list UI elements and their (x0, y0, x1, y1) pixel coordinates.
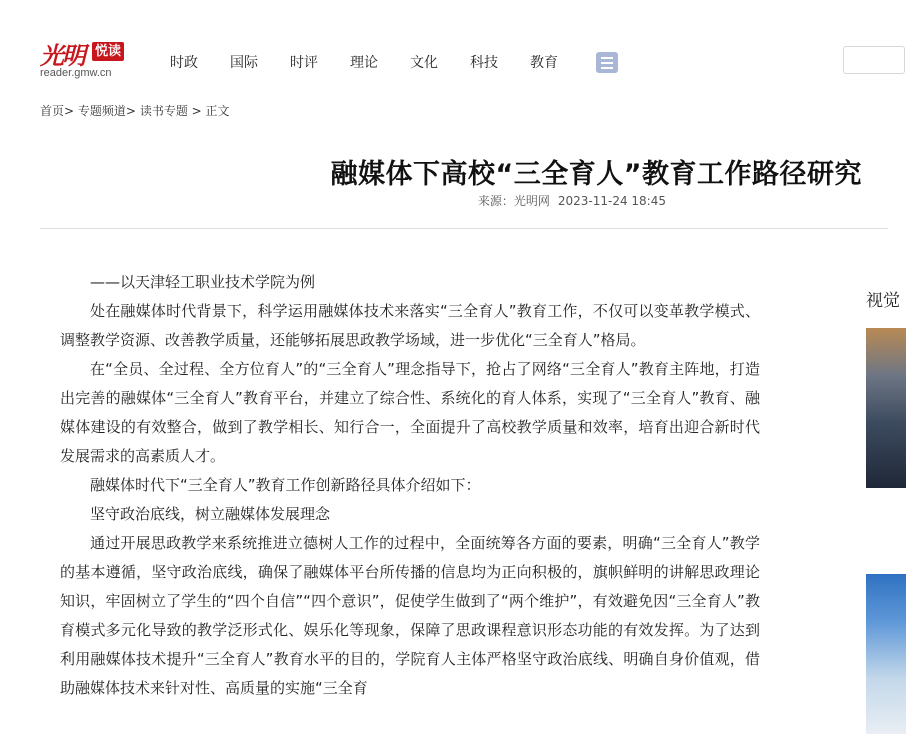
breadcrumb-current: 正文 (205, 104, 230, 118)
article-subtitle: ——以天津轻工职业技术学院为例 (90, 273, 316, 291)
divider (40, 228, 888, 229)
site-header (0, 0, 888, 90)
sidebar-title: 视觉 (866, 291, 900, 311)
nav-item-education[interactable]: 教育 (530, 55, 558, 71)
nav-item-theory[interactable]: 理论 (350, 55, 378, 71)
search-input[interactable] (843, 46, 905, 74)
nav-item-culture[interactable]: 文化 (410, 55, 438, 71)
breadcrumb-topics[interactable]: 专题频道 (77, 104, 126, 118)
nav-item-technology[interactable]: 科技 (470, 55, 498, 71)
breadcrumb-home[interactable]: 首页 (40, 104, 65, 118)
article-title: 融媒体下高校“三全育人”教育工作路径研究 (330, 159, 862, 191)
article-paragraph: 在“全员、全过程、全方位育人”的“三全育人”理念指导下，抢占了网络“三全育人”教育主阵地，打造出完善的融媒体“三全育人”教育平台，并建立了综合性、系统化的育人体系，实现了“三全育人”教育、融媒体建设的有效整合，做到了教学相长、知行合一，全面提升了高校教学质量和效率，培育出迎合新时代发展需求的高素质人才。 (60, 360, 760, 465)
breadcrumb (40, 102, 230, 119)
list-menu-icon[interactable] (596, 52, 618, 73)
logo-badge: 悦读 (92, 42, 124, 61)
sidebar-thumbnail[interactable] (866, 328, 906, 488)
main-nav (170, 52, 590, 72)
section-heading: 坚守政治底线，树立融媒体发展理念 (90, 505, 331, 523)
breadcrumb-separator: > (64, 104, 75, 118)
breadcrumb-separator: > (125, 104, 136, 118)
article-paragraph: 融媒体时代下“三全育人”教育工作创新路径具体介绍如下： (90, 476, 481, 494)
article-paragraph: 通过开展思政教学来系统推进立德树人工作的过程中，全面统筹各方面的要素，明确“三全育人”教学的基本遵循，坚守政治底线，确保了融媒体平台所传播的信息均为正向积极的，旗帜鲜明的讲解思政理论知识，牢固树立了学生的“四个自信”“四个意识”，促使学生做到了“两个维护”，有效避免因“三全育人”教育模式多元化导致的教学泛形式化、娱乐化等现象，保障了思政课程意识形态功能的有效发挥。为了达到利用融媒体技术提升“三全育人”教育水平的目的，学院育人主体严格坚守政治底线、明确自身价值观，借助融媒体技术来针对性、高质量的实施“三全育 (60, 534, 760, 697)
article-paragraph: 处在融媒体时代背景下，科学运用融媒体技术来落实“三全育人”教育工作，不仅可以变革教学模式、调整教学资源、改善教学质量，还能够拓展思政教学场域，进一步优化“三全育人”格局。 (60, 302, 760, 349)
site-logo[interactable] (40, 38, 136, 78)
nav-item-politics[interactable]: 时政 (170, 55, 198, 71)
article-time: 2023-11-24 18:45 (557, 194, 666, 208)
article-body (60, 268, 760, 703)
sidebar-thumbnail[interactable] (866, 574, 906, 734)
logo-brand-text: 光明 (40, 41, 84, 70)
breadcrumb-reading[interactable]: 读书专题 (139, 104, 188, 118)
nav-item-commentary[interactable]: 时评 (290, 55, 318, 71)
nav-item-international[interactable]: 国际 (230, 55, 258, 71)
logo-url: reader.gmw.cn (40, 67, 112, 79)
breadcrumb-separator: > (191, 104, 202, 118)
article-source: 来源：光明网 (477, 194, 550, 208)
article-meta (478, 192, 666, 209)
